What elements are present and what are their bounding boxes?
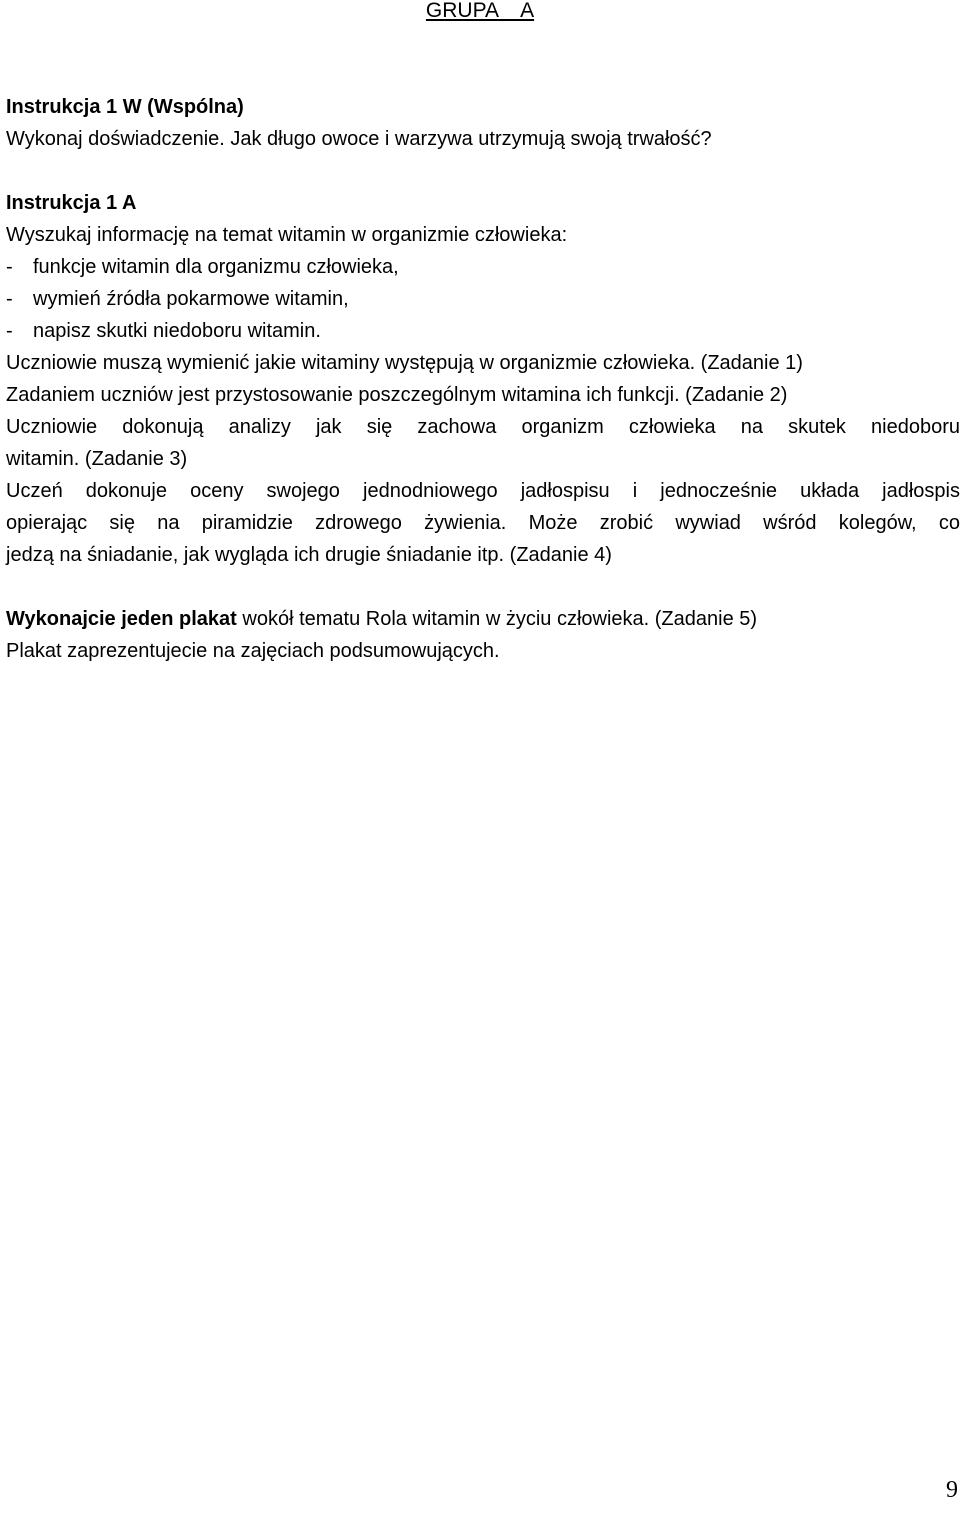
spacer bbox=[6, 571, 960, 603]
page-title: GRUPA A bbox=[425, 0, 535, 22]
poster-bold-text: Wykonajcie jeden plakat bbox=[6, 608, 237, 630]
instruction-a-heading: Instrukcja 1 A bbox=[6, 192, 137, 214]
list-item-text: napisz skutki niedoboru witamin. bbox=[33, 320, 321, 342]
list-item bbox=[6, 251, 960, 283]
paragraph-line: jedzą na śniadanie, jak wygląda ich drugie śniadanie itp. (Zadanie 4) bbox=[6, 544, 612, 566]
list-item bbox=[6, 283, 960, 315]
document-body bbox=[6, 91, 960, 667]
paragraph-line: Zadaniem uczniów jest przystosowanie poszczególnym witamina ich funkcji. (Zadanie 2) bbox=[6, 384, 788, 406]
list-item bbox=[6, 315, 960, 347]
paragraph-line: Uczeń dokonuje oceny swojego jednodniowego jadłospisu i jednocześnie układa jadłospis bbox=[6, 480, 960, 502]
list-item-text: funkcje witamin dla organizmu człowieka, bbox=[33, 256, 399, 278]
dash-marker: - bbox=[6, 256, 13, 278]
paragraph-line: witamin. (Zadanie 3) bbox=[6, 448, 188, 470]
list-item-text: wymień źródła pokarmowe witamin, bbox=[33, 288, 349, 310]
dash-marker: - bbox=[6, 288, 13, 310]
page-number: 9 bbox=[946, 1477, 958, 1503]
paragraph-line: Uczniowie muszą wymienić jakie witaminy występują w organizmie człowieka. (Zadanie 1) bbox=[6, 352, 803, 374]
poster-line-2: Plakat zaprezentujecie na zajęciach podsumowujących. bbox=[6, 640, 500, 662]
poster-text: wokół tematu Rola witamin w życiu człowieka. (Zadanie 5) bbox=[236, 608, 758, 630]
paragraph-line: opierając się na piramidzie zdrowego żywienia. Może zrobić wywiad wśród kolegów, co bbox=[6, 512, 960, 534]
instruction-a-intro: Wyszukaj informację na temat witamin w organizmie człowieka: bbox=[6, 224, 568, 246]
poster-line bbox=[6, 603, 960, 635]
spacer bbox=[6, 155, 960, 187]
instruction-w-heading: Instrukcja 1 W (Wspólna) bbox=[6, 96, 244, 118]
instruction-w-text: Wykonaj doświadczenie. Jak długo owoce i warzywa utrzymują swoją trwałość? bbox=[6, 128, 712, 150]
paragraph-line: Uczniowie dokonują analizy jak się zachowa organizm człowieka na skutek niedoboru bbox=[6, 416, 960, 438]
dash-marker: - bbox=[6, 320, 13, 342]
